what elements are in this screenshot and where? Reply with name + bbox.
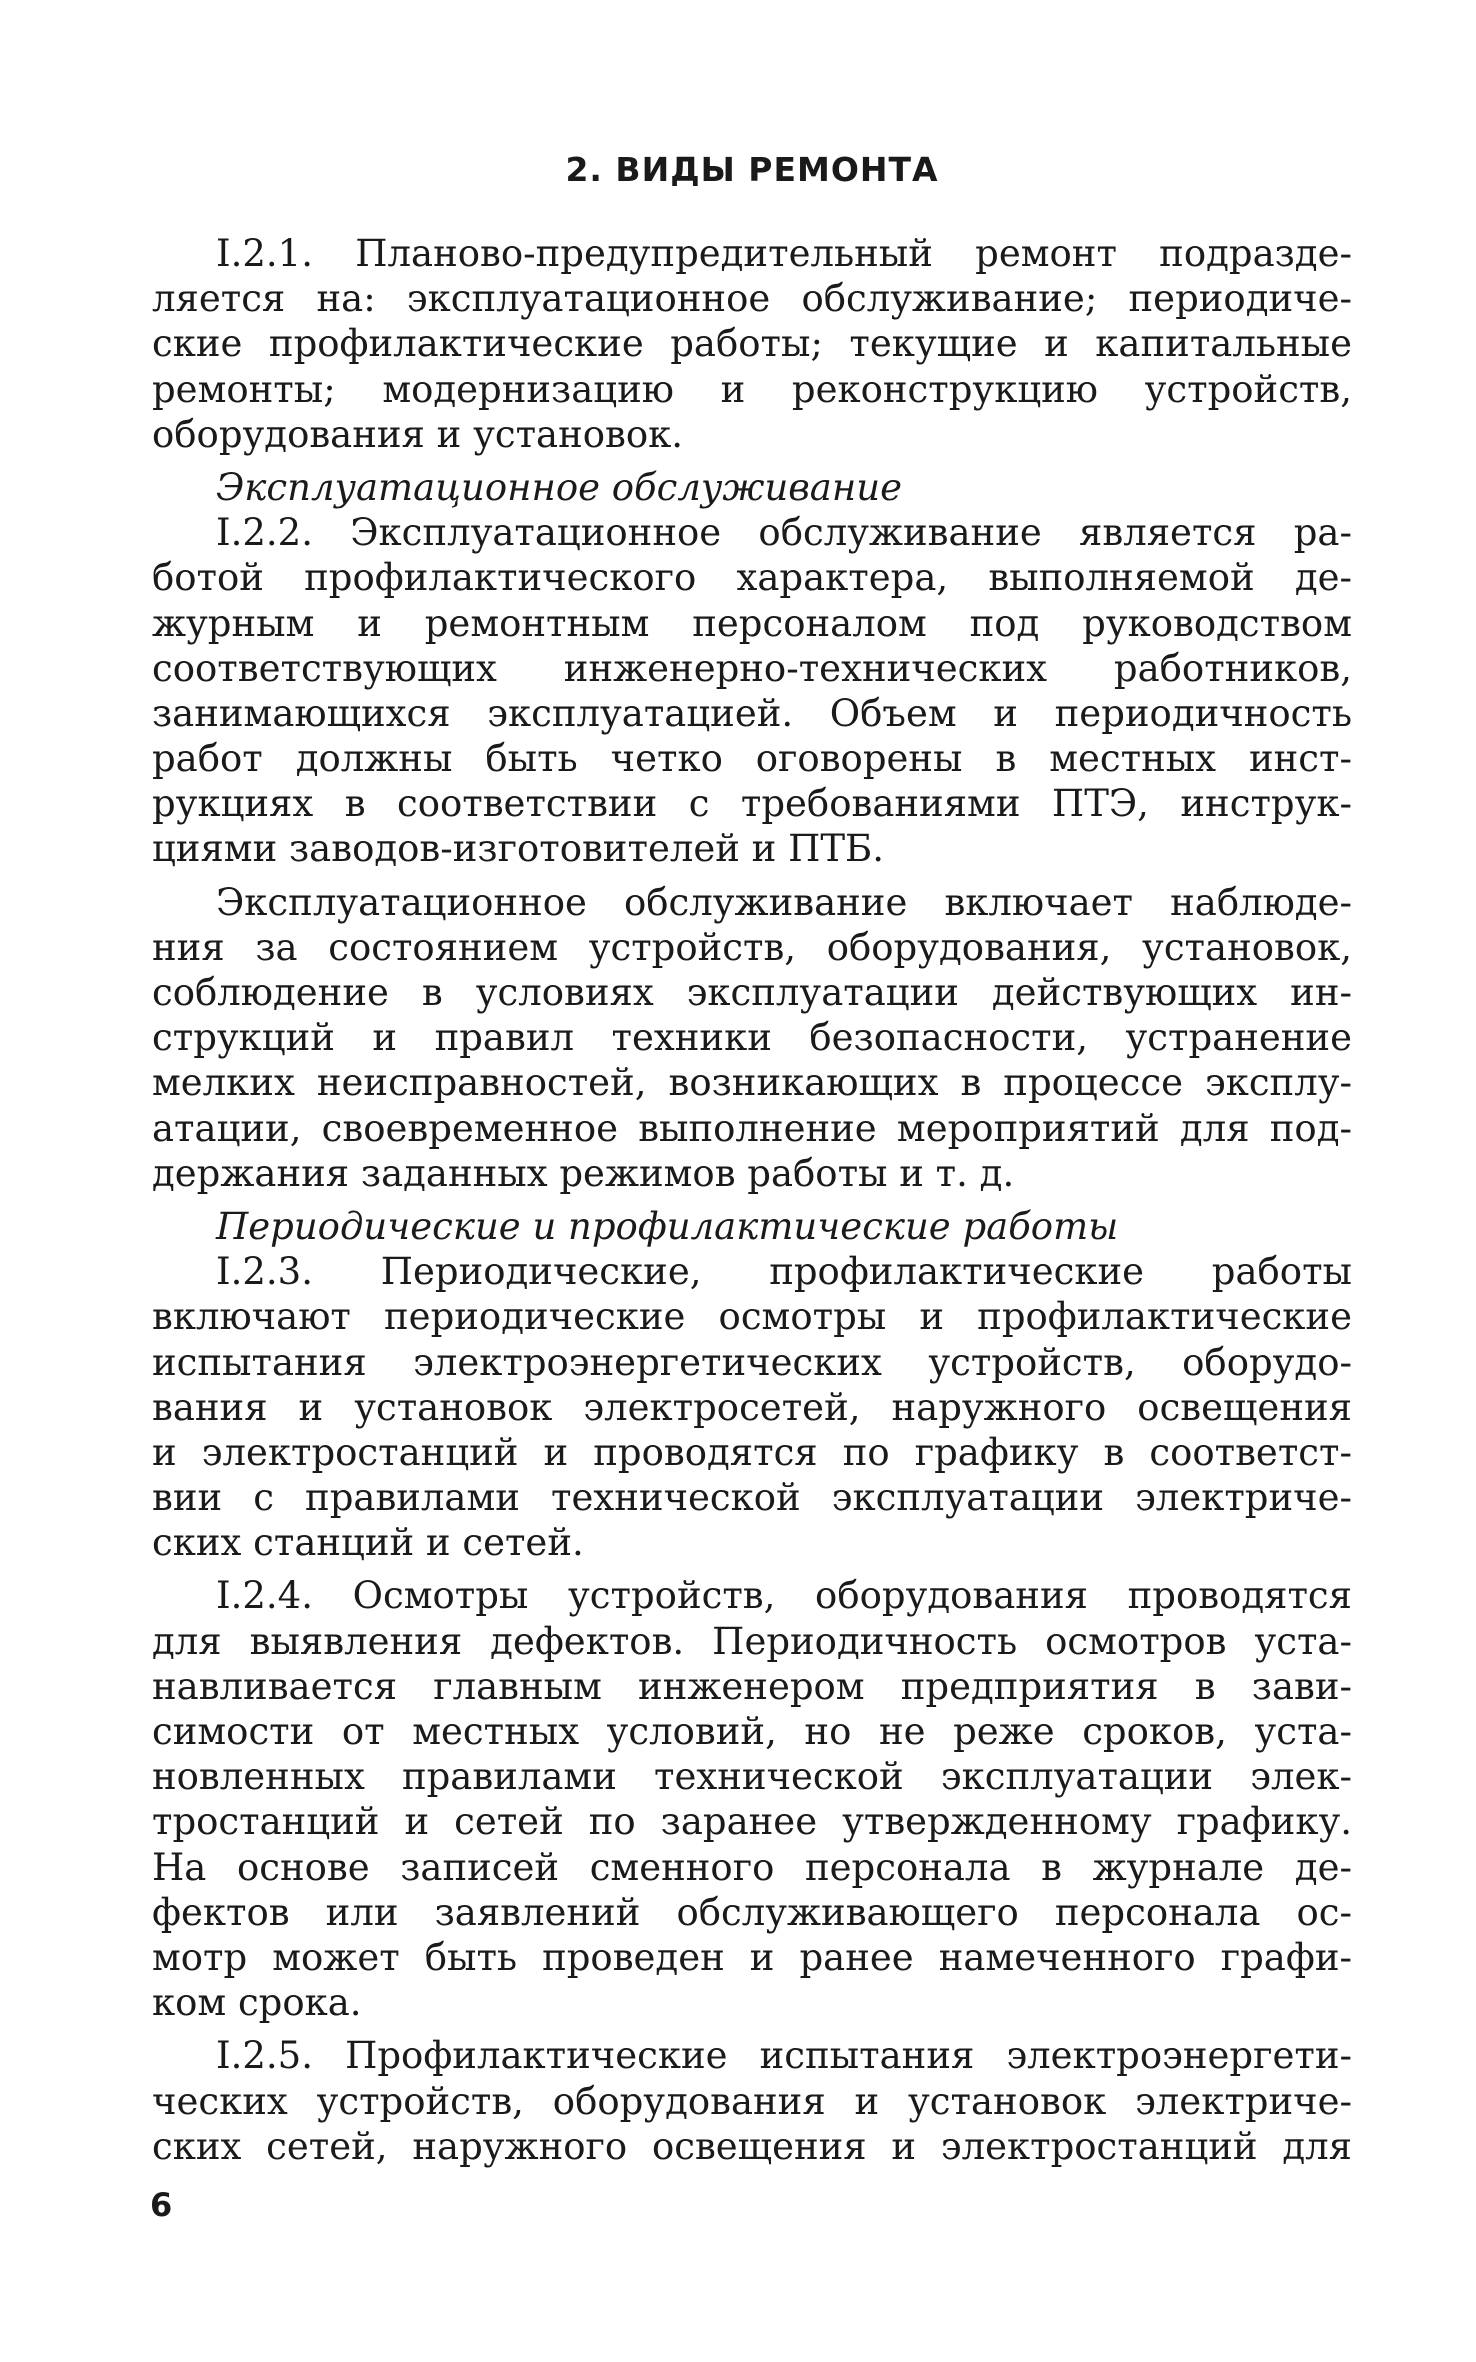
paragraph-1-2-3 — [152, 1249, 1352, 1565]
text-line: мотр может быть проведен и ранее намеченного графи- — [152, 1935, 1352, 1979]
text-line: І.2.1. Планово-предупредительный ремонт подразде- — [216, 232, 1352, 275]
text-line: навливается главным инженером предприятия в зави- — [152, 1664, 1352, 1708]
text-line: оборудования и установок. — [152, 412, 684, 456]
text-line: І.2.2. Эксплуатационное обслуживание является ра- — [216, 511, 1352, 555]
text-line: для выявления дефектов. Периодичность осмотров уста- — [152, 1619, 1352, 1663]
text-line: мелких неисправностей, возникающих в процессе эксплу- — [152, 1061, 1352, 1105]
text-line: новленных правилами технической эксплуатации элек- — [152, 1755, 1352, 1799]
paragraph-1-2-5 — [152, 2033, 1352, 2169]
text-line: включают периодические осмотры и профилактические — [152, 1295, 1352, 1339]
text-line: ляется на: эксплуатационное обслуживание; периодиче- — [152, 277, 1352, 321]
paragraph-1-2-1 — [152, 231, 1352, 457]
text-line: вии с правилами технической эксплуатации электриче- — [152, 1476, 1352, 1520]
text-line: І.2.4. Осмотры устройств, оборудования проводятся — [216, 1574, 1352, 1618]
text-line: І.2.3. Периодические, профилактические работы — [216, 1250, 1352, 1294]
text-line: испытания электроэнергетических устройств, оборудо- — [152, 1340, 1352, 1384]
text-line: фектов или заявлений обслуживающего персонала ос- — [152, 1890, 1352, 1934]
text-line: ботой профилактического характера, выполняемой де- — [152, 556, 1352, 600]
text-line: соблюдение в условиях эксплуатации действующих ин- — [152, 971, 1352, 1014]
text-line: ремонты; модернизацию и реконструкцию устройств, — [152, 367, 1352, 411]
text-line: На основе записей сменного персонала в журнале де- — [152, 1845, 1352, 1889]
subheading-periodic-preventive-works: Периодические и профилактические работы — [216, 1204, 1119, 1248]
text-line: струкций и правил техники безопасности, устранение — [152, 1016, 1352, 1060]
text-line: вания и установок электросетей, наружного освещения — [152, 1385, 1352, 1429]
page-number: 6 — [150, 2186, 173, 2224]
section-heading: 2. ВИДЫ РЕМОНТА — [565, 150, 939, 189]
paragraph-1-2-2 — [152, 510, 1352, 872]
text-line: работ должны быть четко оговорены в местных инст- — [152, 737, 1352, 781]
text-line: ния за состоянием устройств, оборудования, установок, — [152, 925, 1352, 969]
text-line: рукциях в соответствии с требованиями ПТЭ, инструк- — [152, 782, 1352, 826]
text-line: тростанций и сетей по заранее утвержденному графику. — [152, 1800, 1352, 1844]
page-content — [152, 150, 1352, 2177]
text-line: и электростанций и проводятся по графику в соответст- — [152, 1430, 1352, 1474]
text-line: симости от местных условий, но не реже сроков, уста- — [152, 1710, 1352, 1753]
text-line: Эксплуатационное обслуживание включает наблюде- — [216, 880, 1352, 924]
text-line: ских сетей, наружного освещения и электростанций для — [152, 2124, 1352, 2168]
text-line: ческих устройств, оборудования и установок электриче- — [152, 2079, 1352, 2123]
text-line: циями заводов-изготовителей и ПТБ. — [152, 827, 884, 871]
text-line: ских станций и сетей. — [152, 1521, 584, 1565]
text-line: атации, своевременное выполнение мероприятий для под- — [152, 1106, 1352, 1150]
text-line: держания заданных режимов работы и т. д. — [152, 1151, 1015, 1195]
text-line: занимающихся эксплуатацией. Объем и периодичность — [152, 691, 1352, 735]
paragraph-1-2-4 — [152, 1573, 1352, 2025]
text-line: І.2.5. Профилактические испытания электроэнергети- — [216, 2034, 1352, 2078]
text-line: журным и ремонтным персоналом под руководством — [152, 601, 1352, 645]
text-line: ские профилактические работы; текущие и капитальные — [152, 322, 1352, 366]
subheading-operational-maintenance: Эксплуатационное обслуживание — [216, 465, 902, 509]
text-line: соответствующих инженерно-технических работников, — [152, 646, 1352, 690]
paragraph-operational-includes — [152, 880, 1352, 1196]
text-line: ком срока. — [152, 1981, 362, 2025]
